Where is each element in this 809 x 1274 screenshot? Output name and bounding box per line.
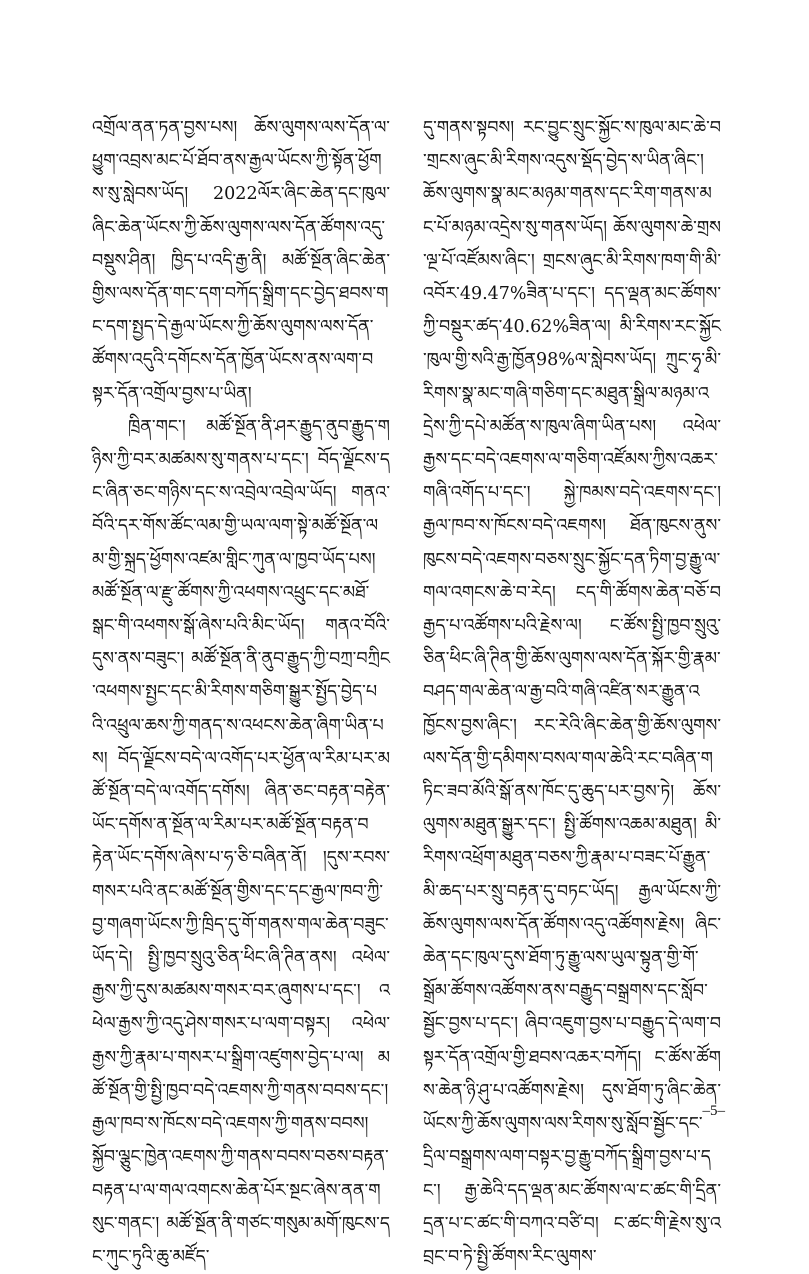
left-paragraph-2: ཁྲིན་གང་། མཚོ་སྔོན་ནི་ཤར་རྒྱུད་ནུབ་རྒྱུད་གཉིས་ཀྱི་བར་མཚམས་སུ་གནས་པ་དང་། བོད་ལྗོངས་དང་ཞིན་ཅང་གཉིས་དང་ས་འབྲེལ་འབྲེལ་ཡོད། གནའ་བོའི་དར་གོས་ཚོང་ལམ་གྱི་ཡལ་ལག་སྟེ་མཚོ་སྔོན་ལམ་གྱི་སྐྲད་ཕྱོགས་འཛམ་གླིང་ཀུན་ལ་ཁྱབ་ཡོད་པས། མཚོ་སྔོན་ལ་རྫུ་ཚོགས་ཀྱི་འཕགས་འཕྲུང་དང་མཐོ་སྒང་གི་འཕགས་སྒོ་ཞེས་པའི་མིང་ཡོད། གནའ་བོའི་དུས་ནས་བཟུང་། མཚོ་སྔོན་ནི་ནུབ་རྒྱུད་ཀྱི་བཀྲ་བཀྲིང་འཕགས་སྤྱང་དང་མི་རིགས་གཅིག་སྒྱུར་སྤྱོད་བྱེད་པའི་འཕྲུལ་ཆས་ཀྱི་གནད་ས་འཕངས་ཆེན་ཞིག་ཡིན་པས། བོད་ལྗོངས་བདེ་ལ་འགོད་པར་ཕྱོན་ལ་རིམ་པར་མཚོ་སྔོན་བདེ་ལ་འགོད་དགོས། ཞིན་ཅང་བརྟན་བརྟེན་ཡོང་དགོས་ན་སྔོན་ལ་རིམ་པར་མཚོ་སྔོན་བརྟན་བརྟེན་ཡོང་དགོས་ཞེས་པ་ཧ་ཅི་བཞིན་ནོ། །དུས་རབས་གསར་པའི་ནང་མཚོ་སྔོན་གྱིས་དང་དང་རྒྱལ་ཁབ་ཀྱི་བྱ་གཞག་ཡོངས་ཀྱི་ཁྲིད་དུ་གོ་གནས་གལ་ཆེན་བཟུང་ཡོད་དེ། སྤྱི་ཁྱབ་སྲུའུ་ཅིན་ཕིང་ཞི་ཊིན་ནས། འཕེལ་རྒྱས་ཀྱི་དུས་མཚམས་གསར་བར་ཞུགས་པ་དང་། འཕེལ་རྒྱས་ཀྱི་འདུ་ཤེས་གསར་པ་ལག་བསྟར། འཕེལ་རྒྱས་ཀྱི་རྣམ་པ་གསར་པ་སྒྲིག་འཛུགས་བྱེད་པ་ལ། མཚོ་སྔོན་གྱི་སྤྱི་ཁྱབ་བདེ་འཇགས་ཀྱི་གནས་བབས་དང་། རྒྱལ་ཁབ་ས་ཁོངས་བདེ་འཇགས་ཀྱི་གནས་བབས། སྐྱོབ་ལྕུང་ཁྱེན་འཇགས་ཀྱི་གནས་བབས་བཅས་བརྟན་བརྟན་པ་ལ་གལ་འགངས་ཆེན་པོར་སྔང་ཞེས་ནན་གསུང་གནང་། མཚོ་སྔོན་ནི་གཙང་གསུམ་མགོ་ཁུངས་དང་ཀུང་ཏུའི་ཆུ་མཛོད་ — [92, 416, 390, 1267]
page-number: –5– — [702, 1103, 725, 1119]
left-column — [92, 112, 390, 1267]
right-column — [423, 112, 721, 1267]
right-paragraph-1: དུ་གནས་སྟབས། རང་བྱུང་སྲུང་སྐྱོང་ས་ཁུལ་མང་ཆེ་བ་གྲངས་ཞུང་མི་རིགས་འདུས་སྡོད་བྱེད་ས་ཡིན་ཞིང་། ཆོས་ལུགས་སྣ་མང་མཉམ་གནས་དང་རིག་གནས་མང་པོ་མཉམ་འདྲེས་སུ་གནས་ཡོད། ཆོས་ལུགས་ཆེ་གྲས་ལྔ་པོ་འཛོམས་ཞིང་། གྲངས་ཞུང་མི་རིགས་ཁག་གི་མི་འབོར་49.47%ཟིན་པ་དང་། དད་ལྡན་མང་ཚོགས་ཀྱི་བསྡུར་ཚད་40.62%ཟིན་ལ། མི་རིགས་རང་སྐྱོང་ཁུལ་གྱི་སའི་རྒྱ་ཁྱོན98%ལ་སླེབས་ཡོད། ཀྲུང་ཧྭ་མི་རིགས་སྣ་མང་གཞི་གཅིག་དང་མཐུན་སྒྲིལ་མཉམ་འདྲེས་ཀྱི་དཔེ་མཚོན་ས་ཁུལ་ཞིག་ཡིན་པས། འཕེལ་རྒྱས་དང་བདེ་འཇགས་ལ་གཅིག་འཛོམས་ཀྱིས་འཆར་གཞི་འགོད་པ་དང་། སྐྱེ་ཁམས་བདེ་འཇགས་དང་། རྒྱལ་ཁབ་ས་ཁོངས་བདེ་འཇགས། ཐོན་ཁུངས་ནུས་ཁུངས་བདེ་འཇགས་བཅས་སྲུང་སྐྱོང་དན་ཏིག་བྱ་རྒྱུ་ལ་གལ་འགངས་ཆེ་བ་རེད། ངད་གི་ཚོགས་ཆེན་བཅོ་བརྒྱད་པ་འཚོགས་པའི་རྗེས་ལ། ང་ཚོས་སྤྱི་ཁྱབ་སྲུའུ་ཅིན་ཕིང་ཞི་ཊིན་གྱི་ཆོས་ལུགས་ལས་དོན་སྐོར་གྱི་རྣམ་བཤད་གལ་ཆེན་ལ་རྒྱ་བའི་གཞི་འཛིན་སར་རྒྱུན་འཁྱོངས་བྱས་ཞིང་། རང་རེའི་ཞིང་ཆེན་གྱི་ཆོས་ལུགས་ལས་དོན་གྱི་དམིགས་བསལ་གལ་ཆེའི་རང་བཞིན་གཏིང་ཟབ་མོའི་སྒོ་ནས་ཁོང་དུ་ཆུད་པར་བྱས་ཏེ། ཆོས་ལུགས་མཐུན་སྒྱུར་དང་། སྤྱི་ཚོགས་འཆམ་མཐུན། མི་རིགས་འཕྲོག་མཐུན་བཅས་ཀྱི་རྣམ་པ་བཟང་པོ་རྒྱུན་མི་ཆད་པར་སྲུ་བརྟན་དུ་བཏང་ཡོད། རྒྱལ་ཡོངས་ཀྱི་ཆོས་ལུགས་ལས་དོན་ཚོགས་འདུ་འཚོགས་རྗེས། ཞིང་ཆེན་དང་ཁུལ་དུས་ཐོག་ཏུ་རྒྱུ་ལས་ཡུལ་སྟུན་གྱི་གོ་སྒྲོམ་ཚོགས་འཚོགས་ནས་བརྒྱུད་བསྒྲགས་དང་སློབ་སྦྱོང་བྱས་པ་དང་། ཞིབ་འཇུག་བྱས་པ་བརྒྱུད་དེ་ལག་བསྟར་དོན་འགྲོལ་གྱི་ཐབས་འཆར་བཀོད། ང་ཚོས་ཚོགས་ཆེན་ཉི་ཤུ་པ་འཚོགས་རྗེས། དུས་ཐོག་ཏུ་ཞིང་ཆེན་ཡོངས་ཀྱི་ཆོས་ལུགས་ལས་རིགས་སུ་སློབ་སྦྱོང་དང་དྲིལ་བསྒྲགས་ལག་བསྟར་བྱ་རྒྱུ་བཀོད་སྒྲིག་བྱས་པ་དང་། རྒྱ་ཆེའི་དད་ལྡན་མང་ཚོགས་ལ་ང་ཚང་གི་དྲིན་དྲན་པ་ང་ཚང་གི་བཀའ་བཙི་བ། ང་ཚང་གི་རྗེས་སུ་འབྲང་བ་ཏེ་སྤྱི་ཚོགས་རིང་ལུགས་ — [423, 118, 721, 1267]
left-paragraph-1: འགྲོལ་ནན་ཏན་བྱས་པས། ཆོས་ལུགས་ལས་དོན་ལ་ཕྱུག་འབྲས་མང་པོ་ཐོབ་ནས་རྒྱལ་ཡོངས་ཀྱི་སྟོན་ཕྱོགས་སུ་སླེབས་ཡོད། 2022ལོར་ཞིང་ཆེན་དང་ཁུལ་ཞིང་ཆེན་ཡོངས་ཀྱི་ཆོས་ལུགས་ལས་དོན་ཚོགས་འདུ་བསྡུས་ཤིན། ཁྱིད་པ་འདི་རྒྱ་ནི། མཚོ་སྔོན་ཞིང་ཆེན་གྱིས་ལས་དོན་གང་དག་བཀོད་སྒྲིག་དང་བྱེད་ཐབས་གང་དག་སྤྱད་དེ་རྒྱལ་ཡོངས་ཀྱི་ཆོས་ལུགས་ལས་དོན་ཚོགས་འདུའི་དགོངས་དོན་ཁྱོན་ཡོངས་ནས་ལག་བསྟར་དོན་འགྲོལ་བྱས་པ་ཡིན། — [92, 118, 390, 404]
